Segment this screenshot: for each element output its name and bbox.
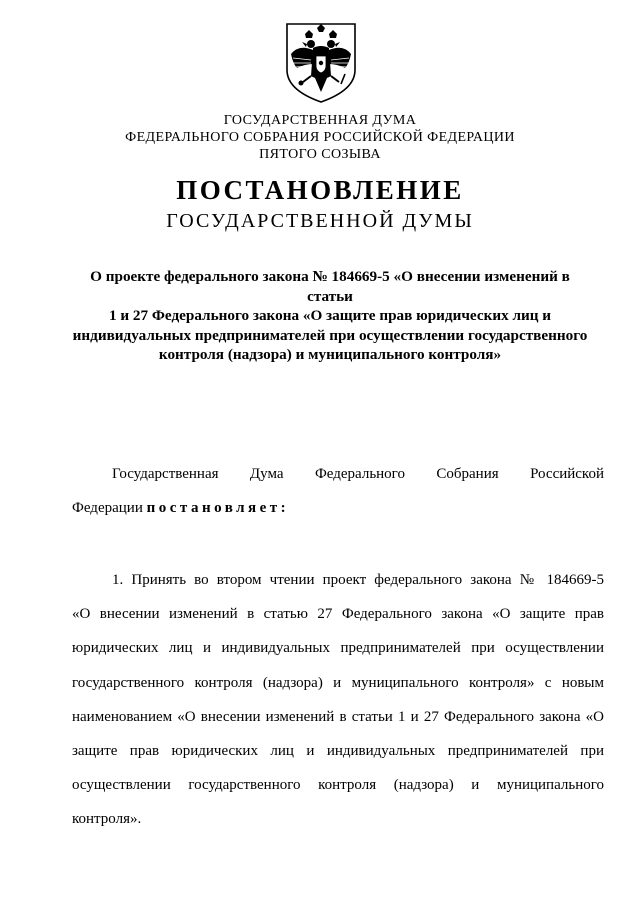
item-line: государственного контроля (надзора) и муниципального контроля» с новым <box>72 674 604 691</box>
resolves-keyword: постановляет: <box>146 500 290 516</box>
item-line: защите прав юридических лиц и индивидуальных предпринимателей при <box>72 743 604 760</box>
preamble-line <box>72 491 604 525</box>
document-subject <box>70 267 590 365</box>
item-line: наименованием «О внесении изменений в статьи 1 и 27 Федерального закона «О <box>72 708 604 725</box>
subject-line: индивидуальных предпринимателей при осуществлении государственного <box>72 326 588 344</box>
item-line: юридических лиц и индивидуальных предпринимателей при осуществлении <box>72 640 604 657</box>
item-line: 1. Принять во втором чтении проект федерального закона № 184669-5 <box>112 572 604 588</box>
document-title: ПОСТАНОВЛЕНИЕ <box>176 175 464 205</box>
header-line-3: ПЯТОГО СОЗЫВА <box>259 147 381 162</box>
subject-line: 1 и 27 Федерального закона «О защите прав юридических лиц и <box>108 307 552 325</box>
coat-of-arms-icon <box>281 20 361 104</box>
header-line-1: ГОСУДАРСТВЕННАЯ ДУМА <box>223 113 417 128</box>
subject-line: контроля (надзора) и муниципального контроля» <box>158 346 502 364</box>
preamble-federation: Федерации <box>72 500 147 516</box>
preamble-paragraph <box>72 457 604 525</box>
item-line: осуществлении государственного контроля (надзора) и муниципального <box>72 777 604 794</box>
item-line: контроля». <box>72 811 142 828</box>
resolution-item-1 <box>72 563 604 837</box>
item-line: «О внесении изменений в статью 27 Федерального закона «О защите прав <box>72 606 604 623</box>
document-subtitle: ГОСУДАРСТВЕННОЙ ДУМЫ <box>166 210 474 232</box>
header-line-2: ФЕДЕРАЛЬНОГО СОБРАНИЯ РОССИЙСКОЙ ФЕДЕРАЦИИ <box>125 130 515 145</box>
issuer-header <box>0 112 640 163</box>
preamble-line: Государственная Дума Федерального Собрания Российской <box>112 466 604 482</box>
subject-line: О проекте федерального закона № 184669-5 «О внесении изменений в статьи <box>90 268 570 305</box>
